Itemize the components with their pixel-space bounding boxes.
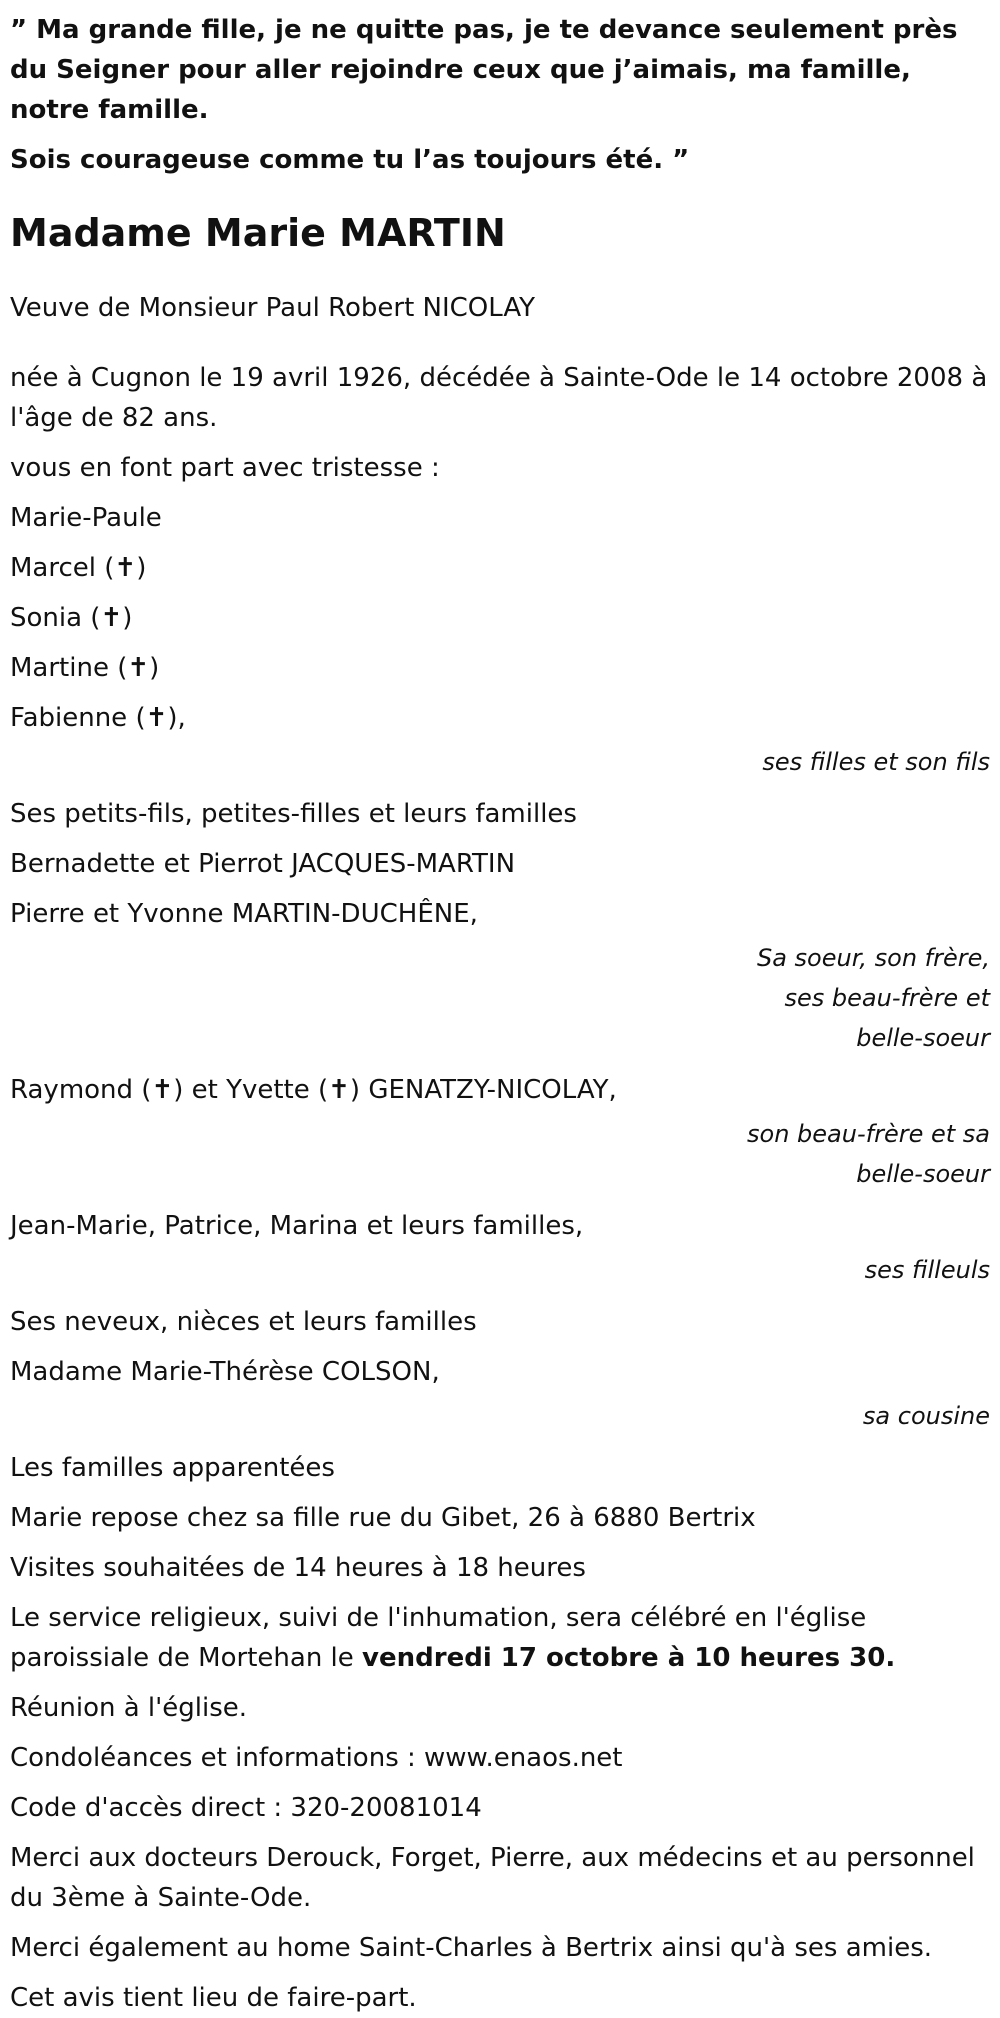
siblings-role-line: Sa soeur, son frère, <box>756 944 990 972</box>
thanks-home: Merci également au home Saint-Charles à Bertrix ainsi qu'à ses amies. <box>10 1933 933 1963</box>
siblings-role <box>10 938 990 1058</box>
grandchildren: Ses petits-fils, petites-filles et leurs familles <box>10 799 577 829</box>
godchildren: Jean-Marie, Patrice, Marina et leurs familles, <box>10 1211 584 1241</box>
meeting-point: Réunion à l'église. <box>10 1693 248 1723</box>
inlaws-role-line: belle-soeur <box>856 1160 990 1188</box>
epitaph-quote <box>10 10 990 180</box>
siblings-role-line: belle-soeur <box>856 1024 990 1052</box>
notice: Cet avis tient lieu de faire-part. <box>10 1983 417 2013</box>
visiting-hours: Visites souhaitées de 14 heures à 18 heures <box>10 1553 586 1583</box>
child-name: Marcel (✝) <box>10 553 147 583</box>
child-name: Sonia (✝) <box>10 603 133 633</box>
inlaws-role <box>10 1114 990 1194</box>
quote-line-1: ” Ma grande fille, je ne quitte pas, je te devance seulement près du Seigner pour aller rejoindre ceux que j’aimais, ma famille, notre famille. <box>10 15 958 125</box>
announcement-intro: vous en font part avec tristesse : <box>10 453 440 483</box>
inlaws-role-line: son beau-frère et sa <box>747 1120 990 1148</box>
related-families: Les familles apparentées <box>10 1453 335 1483</box>
rest-location: Marie repose chez sa fille rue du Gibet, 26 à 6880 Bertrix <box>10 1503 756 1533</box>
godchildren-role: ses filleuls <box>864 1256 990 1284</box>
child-name: Martine (✝) <box>10 653 160 683</box>
funeral-service <box>10 1598 990 1678</box>
access-code: Code d'accès direct : 320-20081014 <box>10 1793 482 1823</box>
birth-death: née à Cugnon le 19 avril 1926, décédée à Sainte-Ode le 14 octobre 2008 à l'âge de 82 ans. <box>10 363 988 433</box>
inlaws: Raymond (✝) et Yvette (✝) GENATZY-NICOLAY, <box>10 1075 617 1105</box>
cousin: Madame Marie-Thérèse COLSON, <box>10 1357 440 1387</box>
siblings-role-line: ses beau-frère et <box>784 984 990 1012</box>
children-role: ses filles et son fils <box>762 748 990 776</box>
child-name: Fabienne (✝), <box>10 703 186 733</box>
deceased-name: Madame Marie MARTIN <box>10 211 506 255</box>
sibling-name: Bernadette et Pierrot JACQUES-MARTIN <box>10 849 516 879</box>
child-name: Marie-Paule <box>10 503 162 533</box>
nephews: Ses neveux, nièces et leurs familles <box>10 1307 477 1337</box>
quote-line-2: Sois courageuse comme tu l’as toujours été. ” <box>10 145 690 175</box>
cousin-role: sa cousine <box>862 1402 990 1430</box>
service-date: vendredi 17 octobre à 10 heures 30. <box>362 1643 896 1673</box>
widow-of: Veuve de Monsieur Paul Robert NICOLAY <box>10 293 536 323</box>
sibling-name: Pierre et Yvonne MARTIN-DUCHÊNE, <box>10 899 478 929</box>
thanks-doctors: Merci aux docteurs Derouck, Forget, Pierre, aux médecins et au personnel du 3ème à Sainte-Ode. <box>10 1843 975 1913</box>
service-text: Le service religieux, suivi de l'inhumation, sera célébré en l'église paroissiale de Mortehan le <box>10 1603 867 1673</box>
condolences-info: Condoléances et informations : www.enaos.net <box>10 1743 623 1773</box>
